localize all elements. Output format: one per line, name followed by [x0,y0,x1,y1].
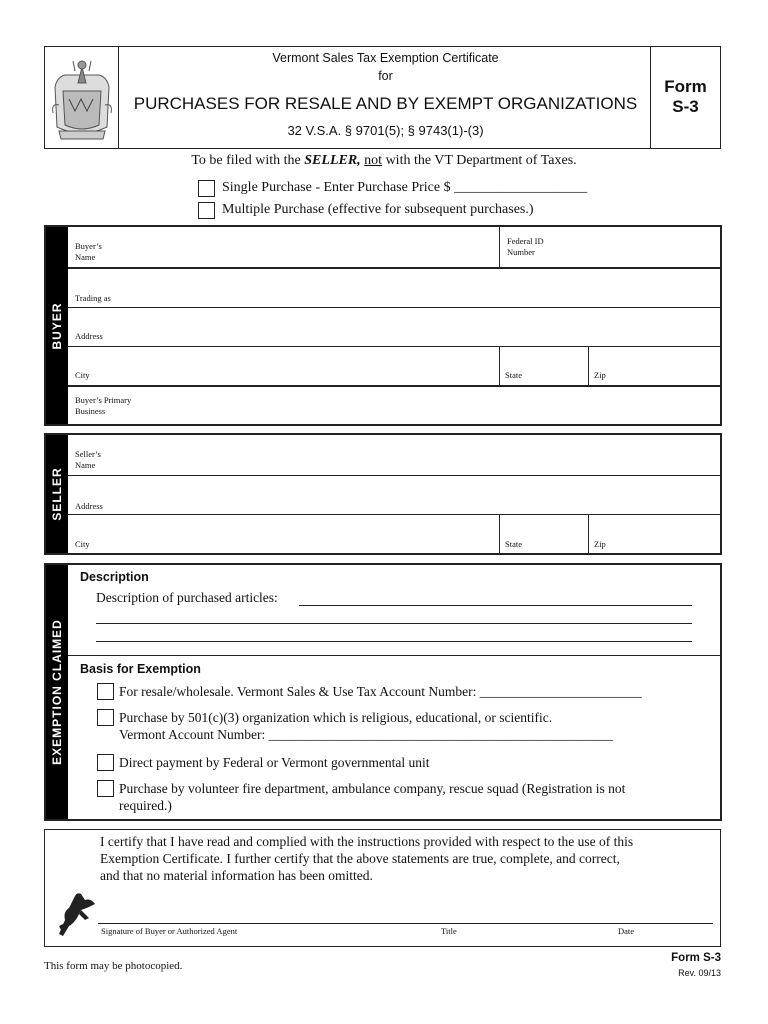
vermont-seal-icon [45,47,119,148]
seller-address-label: Address [75,501,103,511]
footer-form-id: Form S-3 [671,952,721,964]
resale-option-text: For resale/wholesale. Vermont Sales & Use Tax Account Number: ________________________ [119,684,642,699]
multiple-purchase-checkbox[interactable] [198,202,215,219]
buyer-section [44,225,722,426]
filing-post: with the VT Department of Taxes. [382,153,577,168]
certification-box [44,829,721,947]
501c3-option [119,709,719,743]
buyer-state-field[interactable] [505,370,522,381]
filing-instruction [0,153,768,169]
seller-zip-label: Zip [594,539,606,549]
seller-state-label: State [505,539,522,549]
filing-seller: SELLER, [304,153,361,168]
seller-state-field[interactable] [505,539,522,550]
header-line-1: Vermont Sales Tax Exemption Certificate [272,51,499,65]
multiple-purchase-label: Multiple Purchase (effective for subsequent purchases.) [222,202,534,217]
seller-name-label-2: Name [75,460,96,470]
form-number-box [650,47,720,148]
form-header [44,46,721,149]
catamount-logo-icon [51,888,99,943]
501c3-account-line: Vermont Account Number: ___________________________________________________ [119,727,613,742]
cert-line-3: and that no material information has been omitted. [100,868,373,883]
filing-pre: To be filed with the [191,153,305,168]
501c3-checkbox[interactable] [97,709,114,726]
buyer-name-label-1: Buyer’s [75,241,102,251]
government-checkbox[interactable] [97,754,114,771]
buyer-city-field[interactable] [75,370,90,381]
form-id: S-3 [672,97,699,116]
seller-city-field[interactable] [75,539,90,550]
cert-line-1: I certify that I have read and complied with the instructions provided with respect to the use of this [100,834,634,849]
federal-id-label-2: Number [507,247,535,257]
title-field[interactable] [441,926,457,936]
photocopy-note: This form may be photocopied. [44,960,183,972]
signature-field[interactable] [101,926,237,936]
single-purchase-label: Single Purchase - Enter Purchase Price $ ___________________ [222,180,588,195]
seller-name-field[interactable] [75,449,101,471]
exemption-side-label [46,565,68,819]
seller-name-label-1: Seller’s [75,449,101,459]
buyer-address-field[interactable] [75,331,103,342]
government-option-text: Direct payment by Federal or Vermont governmental unit [119,755,430,770]
buyer-name-label-2: Name [75,252,96,262]
volunteer-option-text: Purchase by volunteer fire department, ambulance company, rescue squad (Registration is not [119,781,626,796]
single-purchase-checkbox[interactable] [198,180,215,197]
federal-id-label-1: Federal ID [507,236,544,246]
volunteer-checkbox[interactable] [97,780,114,797]
statute-reference: 32 V.S.A. § 9701(5); § 9743(1)-(3) [287,123,484,138]
date-field[interactable] [618,926,634,936]
exemption-side-text: EXEMPTION CLAIMED [50,619,64,765]
date-label: Date [618,926,635,936]
description-heading: Description [80,570,149,584]
buyer-business-label-1: Buyer’s Primary [75,395,132,405]
resale-checkbox[interactable] [97,683,114,700]
resale-option [119,683,719,700]
seller-city-label: City [75,539,90,549]
government-option [119,754,719,771]
seller-zip-field[interactable] [594,539,606,550]
buyer-business-label-2: Business [75,406,106,416]
seller-side-label [46,435,68,553]
seller-side-text: SELLER [50,467,64,521]
buyer-side-text: BUYER [50,301,64,350]
volunteer-option [119,780,715,814]
buyer-address-label: Address [75,331,103,341]
buyer-business-field[interactable] [75,395,131,417]
certification-statement [100,833,710,884]
seller-address-field[interactable] [75,501,103,512]
filing-not: not [364,153,383,168]
volunteer-option-text-2: required.) [119,798,172,813]
footer-revision: Rev. 09/13 [678,968,721,978]
title-label: Title [441,926,457,936]
trading-as-label: Trading as [75,293,111,303]
buyer-name-field[interactable] [75,241,102,263]
form-title: PURCHASES FOR RESALE AND BY EXEMPT ORGANIZATIONS [133,94,638,113]
buyer-state-label: State [505,370,522,380]
basis-heading: Basis for Exemption [80,662,201,676]
seller-section [44,433,722,555]
description-label: Description of purchased articles: [96,590,278,605]
description-line-3[interactable] [96,641,692,642]
description-line-1[interactable] [299,605,692,606]
description-line-2[interactable] [96,623,692,624]
buyer-zip-field[interactable] [594,370,606,381]
cert-line-2: Exemption Certificate. I further certify that the above statements are true, complete, and correct, [100,851,620,866]
trading-as-field[interactable] [75,293,111,304]
501c3-option-text: Purchase by 501(c)(3) organization which is religious, educational, or scientific. [119,710,553,725]
header-line-2: for [378,69,393,83]
form-word: Form [664,77,707,96]
buyer-zip-label: Zip [594,370,606,380]
buyer-side-label [46,227,68,424]
federal-id-field[interactable] [507,236,544,258]
exemption-section [44,563,722,821]
signature-label: Signature of Buyer or Authorized Agent [101,926,238,936]
buyer-city-label: City [75,370,90,380]
